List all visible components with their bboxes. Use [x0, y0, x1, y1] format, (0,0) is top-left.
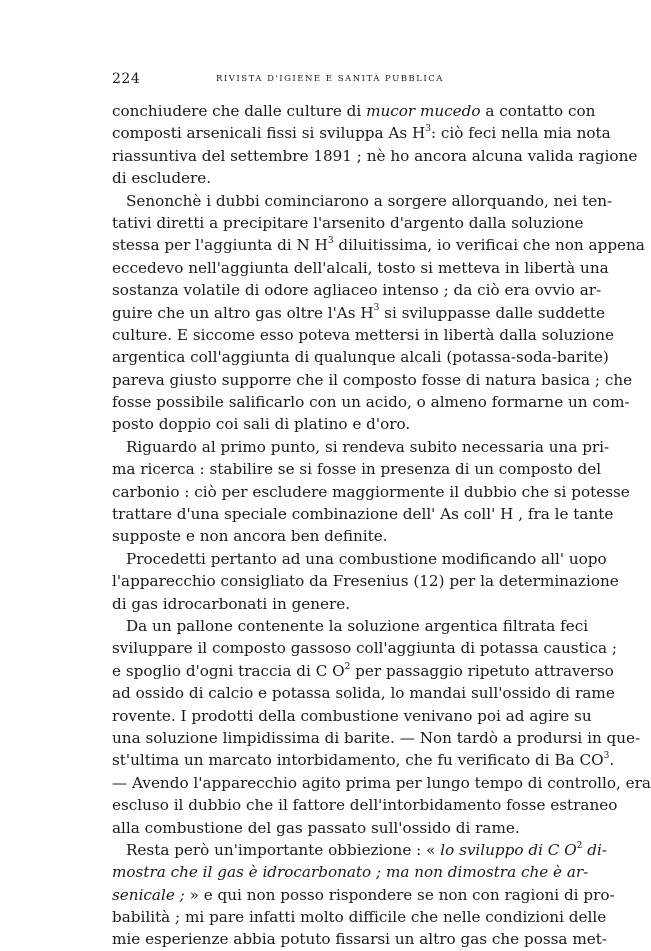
text-line — [112, 928, 607, 950]
text-run: babilità ; mi pare infatti molto difficile che nelle condizioni delle — [112, 908, 607, 927]
text-line — [112, 212, 584, 234]
text-run: per passaggio ripetuto attraverso — [350, 661, 614, 680]
text-run: guire che un altro gas oltre l'As H — [112, 303, 374, 322]
text-line — [112, 861, 589, 883]
text-run: sviluppare il composto gassoso coll'aggiunta di potassa caustica ; — [112, 639, 617, 658]
text-line — [112, 369, 633, 391]
text-line — [112, 794, 618, 816]
text-line — [112, 190, 613, 212]
text-run: eccedevo nell'aggiunta dell'alcali, tosto si metteva in libertà una — [112, 258, 609, 277]
text-line — [112, 839, 607, 861]
text-run: Senonchè i dubbi cominciarono a sorgere allorquando, nei ten- — [126, 191, 613, 210]
text-line — [112, 593, 498, 615]
text-run: argentica coll'aggiunta di qualunque alcali (potassa-soda-barite) — [112, 348, 609, 367]
superscript: 2 — [344, 661, 351, 672]
text-run: : ciò feci nella mia nota — [430, 124, 611, 143]
text-line — [112, 660, 614, 682]
body-text — [112, 100, 651, 951]
text-run: Resta però un'importante obbiezione : « — [126, 840, 441, 859]
superscript: 3 — [603, 751, 610, 762]
text-run: Procedetti pertanto ad una combustione modificando all' uopo — [126, 549, 607, 568]
text-line — [112, 906, 607, 928]
text-run: carbonio : ciò per escludere maggiormente il dubbio che si potesse — [112, 482, 630, 501]
text-line — [112, 615, 589, 637]
text-run: sostanza volatile di odore agliaceo intenso ; da ciò era ovvio ar- — [112, 281, 602, 300]
text-run: e spoglio d'ogni traccia di C O — [112, 661, 345, 680]
superscript: 3 — [373, 303, 380, 314]
text-run: supposte e non ancora ben definite. — [112, 527, 388, 546]
text-run: conchiudere che dalle culture di — [112, 102, 367, 120]
text-line — [112, 167, 498, 189]
text-run: — Avendo l'apparecchio agito prima per lungo tempo di controllo, era — [112, 773, 651, 792]
text-run: a contatto con — [480, 102, 596, 120]
text-run: alla combustione del gas passato sull'ossido di rame. — [112, 818, 520, 837]
text-run: culture. E siccome esso poteva mettersi in libertà dalla soluzione — [112, 325, 615, 344]
text-line — [112, 100, 596, 122]
text-run: una soluzione limpidissima di barite. — Non tardò a prodursi in que- — [112, 728, 641, 747]
text-line — [112, 122, 611, 144]
text-run: si sviluppasse dalle suddette — [379, 303, 605, 322]
text-run: di escludere. — [112, 169, 212, 188]
text-run: di gas idrocarbonati in genere. — [112, 594, 351, 613]
text-run: st'ultima un marcato intorbidamento, che fu verificato di Ba CO — [112, 751, 604, 770]
text-line — [112, 637, 617, 659]
superscript: 2 — [576, 840, 583, 851]
text-run: trattare d'una speciale combinazione dell' As coll' H , fra le tante — [112, 505, 614, 524]
text-run: diluitissima, io verificai che non appena — [333, 236, 645, 255]
italic-run: mostra che il gas è idrocarbonato ; ma non dimostra che è ar- — [112, 863, 589, 882]
text-line — [112, 682, 615, 704]
text-run: rovente. I prodotti della combustione venivano poi ad agire su — [112, 706, 592, 725]
text-line — [112, 413, 498, 435]
text-run: escluso il dubbio che il fattore dell'intorbidamento fosse estraneo — [112, 796, 618, 815]
running-title: RIVISTA D'IGIENE E SANITÀ PUBBLICA — [216, 74, 444, 84]
text-line — [112, 436, 610, 458]
text-run: » e qui non posso rispondere se non con ragioni di pro- — [184, 885, 615, 904]
text-line — [112, 503, 614, 525]
text-line — [112, 884, 615, 906]
page-header — [112, 71, 498, 89]
text-line — [112, 234, 645, 256]
text-run: stessa per l'aggiunta di N H — [112, 236, 328, 255]
text-run: pareva giusto supporre che il composto fosse di natura basica ; che — [112, 370, 633, 389]
text-line — [112, 727, 641, 749]
italic-run: senicale ; — [112, 885, 185, 904]
text-line — [112, 302, 605, 324]
text-line — [112, 570, 619, 592]
text-line — [112, 481, 630, 503]
text-line — [112, 346, 609, 368]
text-run: fosse possibile salificarlo con un acido, o almeno formarne un com- — [112, 393, 630, 412]
text-line — [112, 257, 609, 279]
text-run: Da un pallone contenente la soluzione argentica filtrata feci — [126, 616, 589, 635]
text-run: tativi diretti a precipitare l'arsenito d'argento dalla soluzione — [112, 213, 584, 232]
text-line — [112, 749, 615, 771]
text-run: l'apparecchio consigliato da Fresenius (12) per la determinazione — [112, 572, 619, 591]
italic-run: lo sviluppo di C O — [440, 840, 577, 859]
italic-run: mucor mucedo — [366, 102, 481, 120]
text-run: posto doppio coi sali di platino e d'oro. — [112, 415, 411, 434]
text-line — [112, 145, 638, 167]
text-line — [112, 391, 630, 413]
text-run: ad ossido di calcio e potassa solida, lo mandai sull'ossido di rame — [112, 684, 615, 703]
text-run: riassuntiva del settembre 1891 ; nè ho ancora alcuna valida ragione — [112, 146, 638, 165]
text-line — [112, 548, 607, 570]
text-run: ma ricerca : stabilire se si fosse in presenza di un composto del — [112, 460, 602, 479]
superscript: 3 — [327, 236, 334, 247]
italic-run: di- — [582, 840, 607, 859]
superscript: 3 — [425, 124, 431, 135]
text-line — [112, 279, 602, 301]
text-run: Riguardo al primo punto, si rendeva subito necessaria una pri- — [126, 437, 610, 456]
text-line — [112, 458, 602, 480]
text-run: mie esperienze abbia potuto fissarsi un altro gas che possa met- — [112, 930, 607, 949]
text-line — [112, 705, 592, 727]
text-run: composti arsenicali fissi si sviluppa As H — [112, 124, 426, 143]
text-line — [112, 525, 498, 547]
text-run: . — [609, 751, 615, 770]
page-number: 224 — [112, 71, 141, 87]
text-line — [112, 324, 615, 346]
text-line — [112, 772, 651, 794]
text-line — [112, 817, 520, 839]
